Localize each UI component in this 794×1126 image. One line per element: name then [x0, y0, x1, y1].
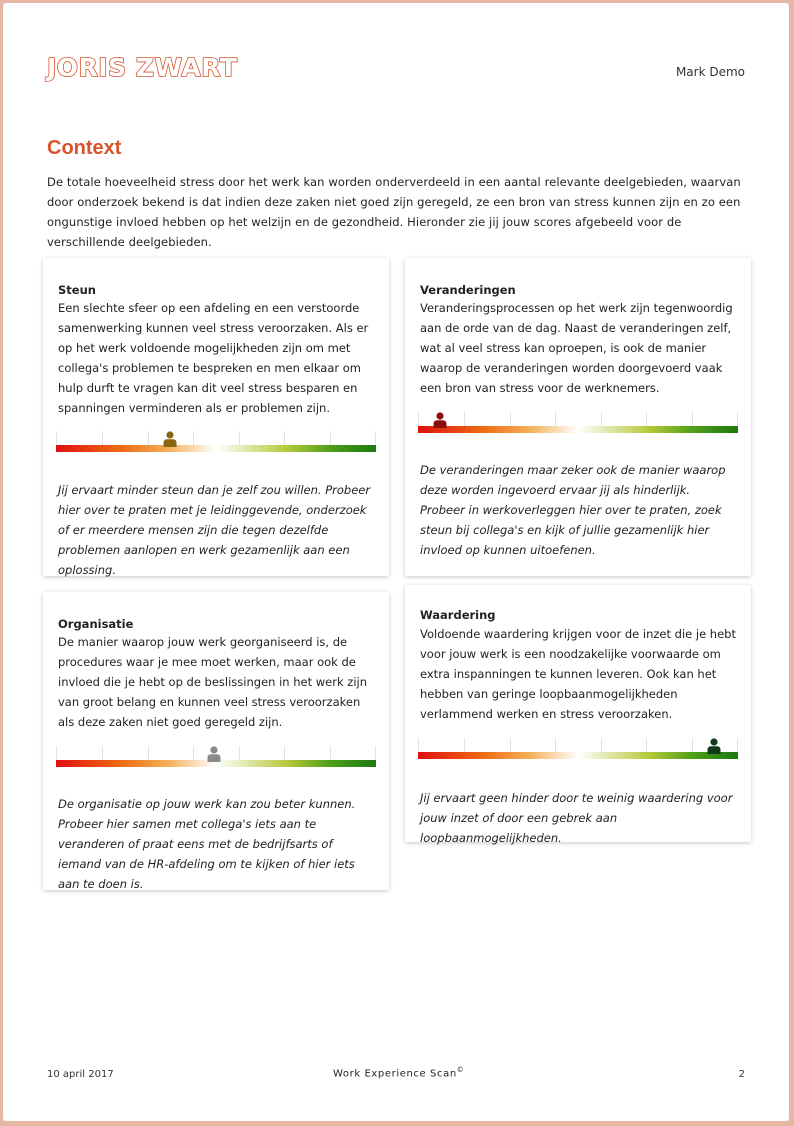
card-title: Veranderingen	[420, 283, 516, 297]
card-steun	[43, 258, 389, 576]
card-waardering	[405, 585, 751, 845]
card-veranderingen	[405, 258, 751, 576]
card-advice: De organisatie op jouw werk kan zou beter kunnen. Probeer hier samen met collega's iets aan te veranderen of praat eens met de bedrijfsarts of iemand van de HR-afdeling om te kijken of hier iets aan te doen is.	[58, 797, 356, 891]
card-title: Waardering	[420, 608, 496, 622]
person-marker-icon	[163, 431, 177, 447]
page-number: 2	[738, 1069, 745, 1080]
score-gradient-bar	[418, 752, 738, 759]
person-marker-icon	[207, 746, 221, 762]
card-advice: Jij ervaart geen hinder door te weinig waardering voor jouw inzet of door een gebrek aan loopbaanmogelijkheden.	[420, 791, 733, 845]
person-marker-icon	[433, 412, 447, 428]
card-organisatie	[43, 592, 389, 890]
section-title: Context	[47, 137, 122, 159]
card-description: Een slechte sfeer op een afdeling en een verstoorde samenwerking kunnen veel stress veroorzaken. Als er op het werk voldoende mogelijkheden zijn om met collega's problemen te bespreken en men elkaar om hulp durft te vragen kan dit veel stress besparen en spanningen verminderen als er problemen zijn.	[58, 301, 369, 415]
card-title: Organisatie	[58, 617, 134, 631]
card-advice: De veranderingen maar zeker ook de manier waarop deze worden ingevoerd ervaar jij als hinderlijk. Probeer in werkoverleggen hier over te praten, zoek steun bij collega's en kijk of jullie gezamenlijk hier invloed op kunnen uitoefenen.	[420, 463, 726, 557]
card-description: Veranderingsprocessen op het werk zijn tegenwoordig aan de orde van de dag. Naast de veranderingen zelf, wat al veel stress kan oproepen, is ook de manier waarop de veranderingen worden doorgevoerd vaak een bron van stress voor de werknemers.	[420, 301, 733, 395]
report-page	[3, 3, 789, 1121]
logo: JORIS ZWART	[47, 53, 238, 82]
score-scale	[56, 431, 376, 457]
footer-brand	[333, 1066, 464, 1079]
card-title: Steun	[58, 283, 96, 297]
section-intro: De totale hoeveelheid stress door het werk kan worden onderverdeeld in een aantal relevante deelgebieden, waarvan door onderzoek bekend is dat indien deze zaken niet goed zijn geregeld, ze een bron van stress kunnen zijn en zo een ongunstige invloed hebben op het welzijn en de gezondheid. Hieronder zie jij jouw scores afgebeeld voor de verschillende deelgebieden.	[47, 175, 741, 249]
score-scale	[418, 738, 738, 764]
card-description: Voldoende waardering krijgen voor de inzet die je hebt voor jouw werk is een noodzakelijke voorwaarde om extra inspanningen te kunnen leveren. Ook kan het hebben van geringe loopbaanmogelijkheden verlammend werken en stress veroorzaken.	[420, 627, 736, 721]
score-gradient-bar	[418, 426, 738, 433]
user-name: Mark Demo	[675, 65, 745, 79]
card-advice: Jij ervaart minder steun dan je zelf zou willen. Probeer hier over te praten met je leidinggevende, onderzoek of er meerdere mensen zijn die tegen dezelfde problemen aanlopen en werk gezamenlijk aan een oplossing.	[58, 483, 371, 577]
footer-brand-text: Work Experience Scan	[333, 1068, 457, 1080]
copyright-mark: ©	[456, 1066, 465, 1074]
person-marker-icon	[707, 738, 721, 754]
card-description: De manier waarop jouw werk georganiseerd is, de procedures waar je mee moet werken, maar ook de invloed die je hebt op de beslissingen in het werk zijn van groot belang en kunnen veel stress veroorzaken als deze zaken niet goed geregeld zijn.	[58, 635, 368, 729]
score-scale	[418, 412, 738, 438]
score-gradient-bar	[56, 445, 376, 452]
score-scale	[56, 746, 376, 772]
footer-date: 10 april 2017	[47, 1069, 114, 1080]
